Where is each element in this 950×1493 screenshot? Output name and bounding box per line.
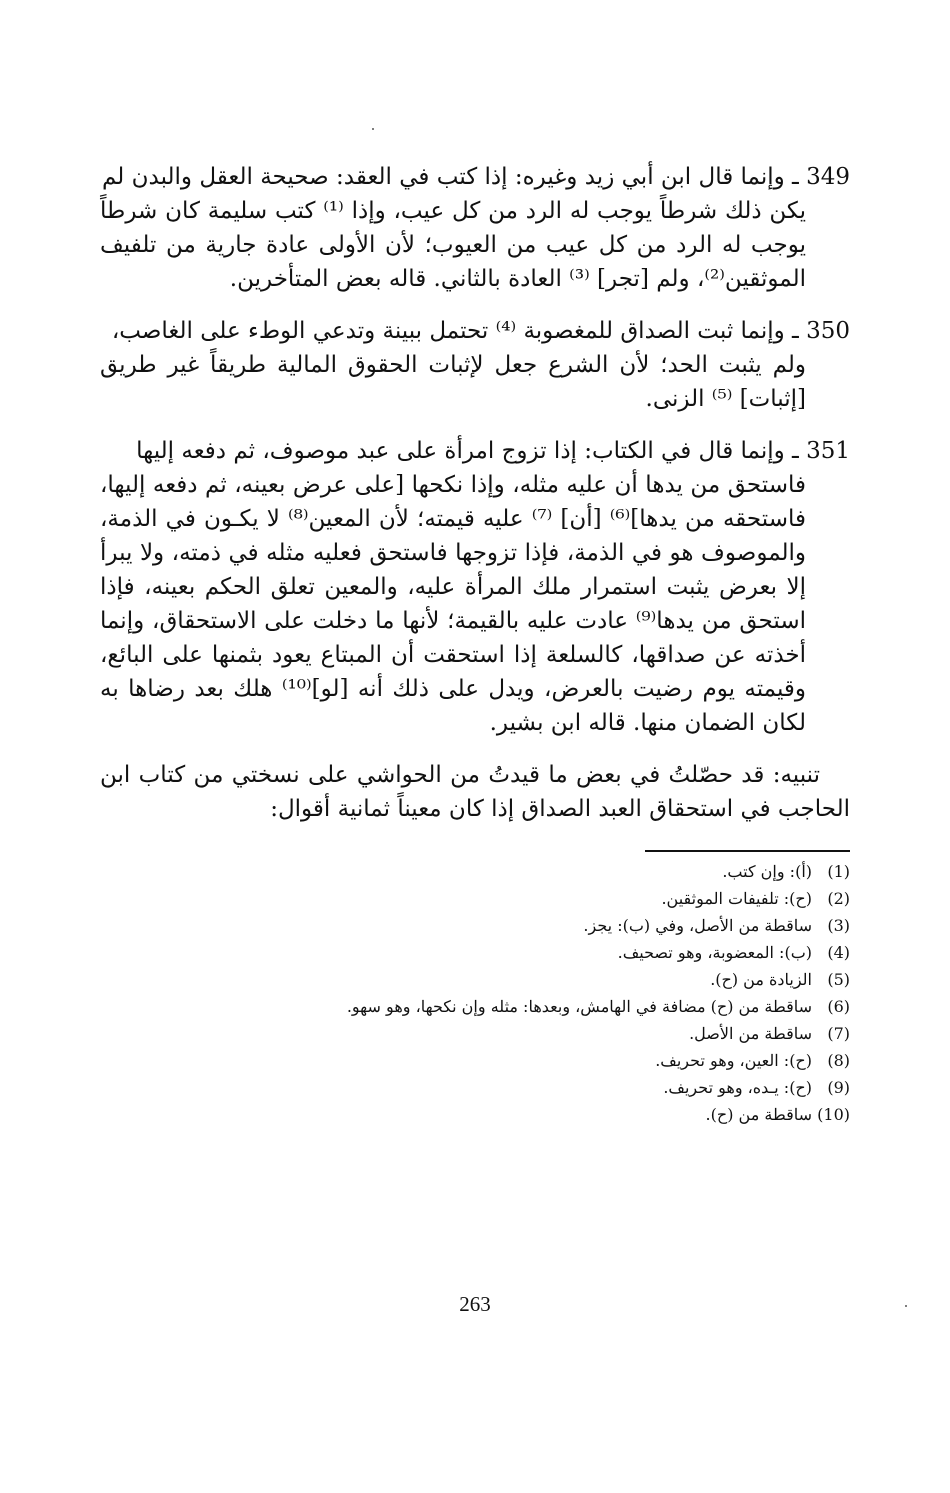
- footnote-text: (ح): تلفيفات الموثقين.: [661, 889, 812, 908]
- footnote-item: [100, 885, 850, 912]
- paragraph-351: [100, 434, 850, 740]
- paragraph-continuation: فاستحق من يدها أن عليه مثله، وإذا نكحها [على عرض بعينه، ثم دفعه إليها، فاستحقه من يدها]⁽⁶⁾ [أن] ⁽⁷⁾ عليه قيمته؛ لأن المعين⁽⁸⁾ لا يكـون في الذمة، والموصوف هو في الذمة، فإذا تزوجها فاستحق فعليه مثله في ذمته، ولا يبرأ إلا بعرض يثبت استمرار ملك المرأة عليه، والمعين تعلق الحكم بعينه، فإذا استحق من يدها⁽⁹⁾ عادت عليه بالقيمة؛ لأنها ما دخلت على الاستحقاق، وإنما أخذته عن صداقها، كالسلعة إذا استحقت أن المبتاع يعود بثمنها على البائع، وقيمته يوم رضيت بالعرض، ويدل على ذلك أنه [لو]⁽¹⁰⁾ هلك بعد رضاها به لكان الضمان منها. قاله ابن بشير.: [100, 472, 806, 736]
- footnote-item: [100, 1047, 850, 1074]
- paragraph-first-line: 349 ـ وإنما قال ابن أبي زيد وغيره: إذا كتب في العقد: صحيحة العقل والبدن لم: [101, 164, 850, 190]
- paragraph-continuation: يكن ذلك شرطاً يوجب له الرد من كل عيب، وإذا ⁽¹⁾ كتب سليمة كان شرطاً يوجب له الرد من كل عيب من العيوب؛ لأن الأولى عادة جارية من تلفيف الموثقين⁽²⁾، ولم [تجر] ⁽³⁾ العادة بالثاني. قاله بعض المتأخرين.: [100, 198, 806, 292]
- footnote-number: (7): [827, 1024, 850, 1043]
- footnote-item: [100, 858, 850, 885]
- paragraph-first-line: 351 ـ وإنما قال في الكتاب: إذا تزوج امرأة على عبد موصوف، ثم دفعه إليها: [136, 438, 850, 464]
- footnotes-list: [100, 858, 850, 1128]
- footnote-item: [100, 1101, 850, 1128]
- footnote-item: [100, 966, 850, 993]
- footnote-number: (4): [827, 943, 850, 962]
- paragraph-first-line: 350 ـ وإنما ثبت الصداق للمغصوبة ⁽⁴⁾ تحتمل ببينة وتدعي الوطء على الغاصب،: [111, 318, 850, 344]
- footnote-number: (9): [827, 1078, 850, 1097]
- footnote-text: ساقطة من الأصل، وفي (ب): يجز.: [583, 916, 812, 935]
- footnote-number: (10): [817, 1105, 850, 1124]
- footnote-item: [100, 912, 850, 939]
- note-paragraph: تنبيه: قد حصّلتُ في بعض ما قيدتُ من الحواشي على نسختي من كتاب ابن الحاجب في استحقاق العبد الصداق إذا كان معيناً ثمانية أقوال:: [100, 762, 850, 822]
- paragraph-349: [100, 160, 850, 296]
- footnote-text: (ح): العين، وهو تحريف.: [655, 1051, 812, 1070]
- footnote-text: ساقطة من الأصل.: [689, 1024, 812, 1043]
- footnote-item: [100, 939, 850, 966]
- footnote-item: [100, 993, 850, 1020]
- page-body: [100, 160, 850, 1128]
- paragraph-350: [100, 314, 850, 416]
- footnote-number: (5): [827, 970, 850, 989]
- footnote-text: (أ): وإن كتب.: [722, 862, 812, 881]
- footnote-text: (ح): يـده، وهو تحريف.: [663, 1078, 812, 1097]
- footnote-number: (8): [827, 1051, 850, 1070]
- scan-speck: [372, 128, 374, 130]
- footnote-text: ساقطة من (ح).: [705, 1105, 812, 1124]
- footnote-item: [100, 1074, 850, 1101]
- footnote-number: (1): [827, 862, 850, 881]
- paragraph-continuation: ولم يثبت الحد؛ لأن الشرع جعل لإثبات الحقوق المالية طريقاً غير طريق [إثبات] ⁽⁵⁾ الزنى.: [100, 352, 806, 412]
- footnote-text: (ب): المعضوبة، وهو تصحيف.: [617, 943, 812, 962]
- footnote-number: (3): [827, 916, 850, 935]
- footnote-divider: [645, 850, 850, 852]
- footnote-text: ساقطة من (ح) مضافة في الهامش، وبعدها: مثله وإن نكحها، وهو سهو.: [346, 997, 812, 1016]
- footnote-item: [100, 1020, 850, 1047]
- footnote-text: الزيادة من (ح).: [710, 970, 812, 989]
- page-number: 263: [459, 1292, 491, 1316]
- footnote-number: (6): [827, 997, 850, 1016]
- footnote-number: (2): [827, 889, 850, 908]
